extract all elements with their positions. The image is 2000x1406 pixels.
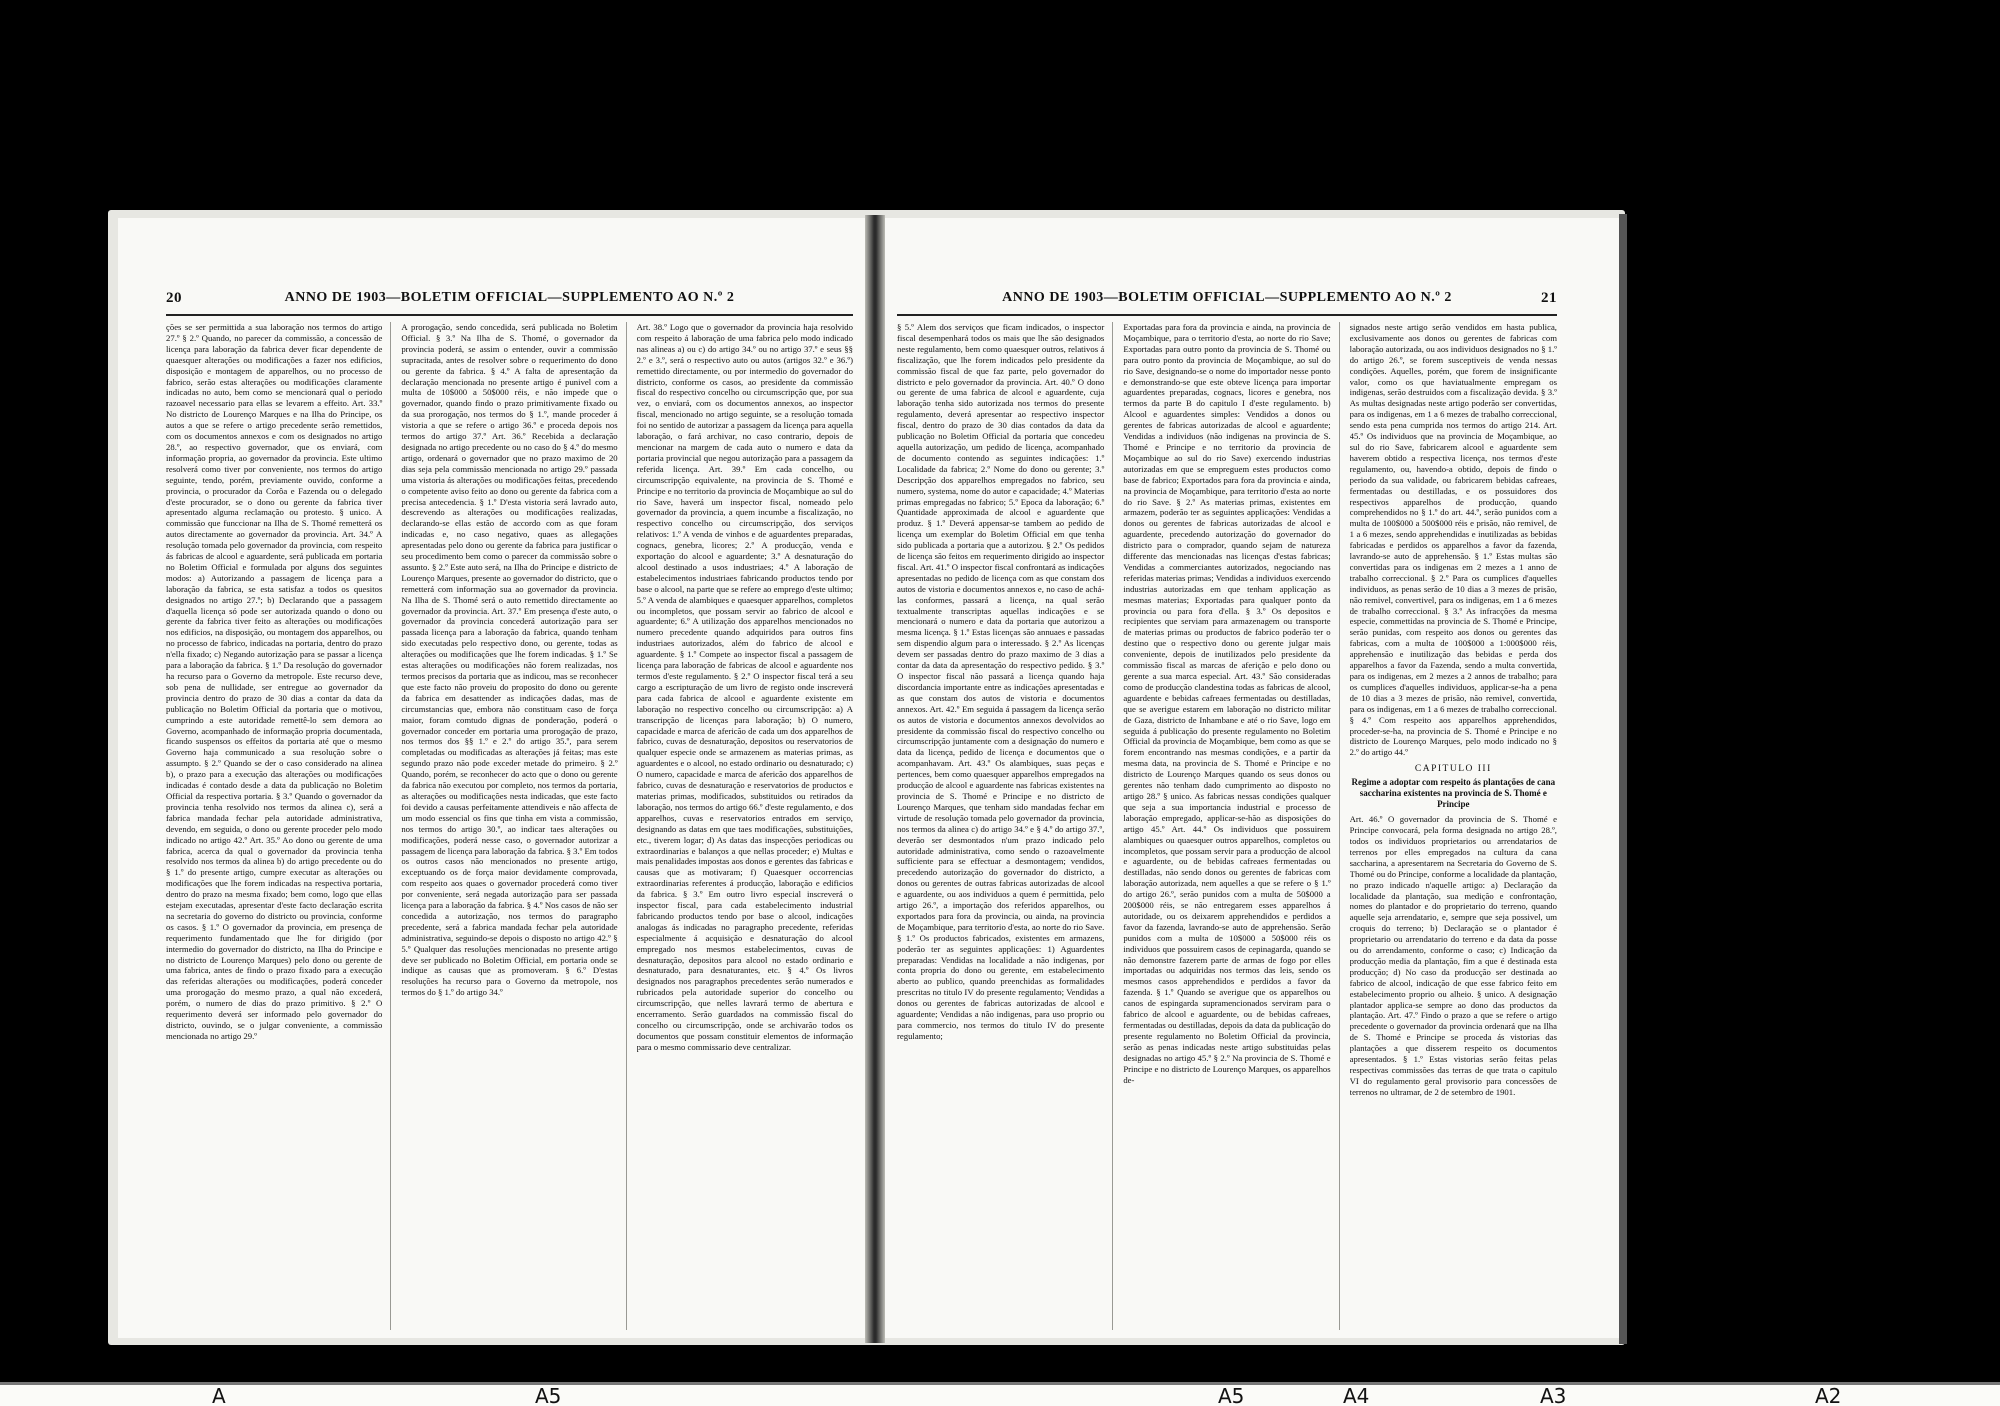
page-edge-shadow	[1619, 214, 1627, 1344]
strip-mark: A4	[1343, 1384, 1370, 1406]
column-text: § 5.º Alem dos serviços que ficam indicados, o inspector fiscal desempenhará todos os mais que lhe são designados neste regulamento, bem como quaesquer outros, relativos á fiscalização, que lhe forem indicados pelo presidente da commissão fiscal de que faz parte, pelo governador do districto e pelo governador da provincia. Art. 40.º O dono ou gerente de uma fabrica de alcool e aguardente, cuja laboração tenha sido autorizada nos termos do presente regulamento, deverá apresentar ao respectivo inspector fiscal, dentro do prazo de 30 dias contados da data da publicação no Boletim Official da portaria que concedeu aquella autorização, um pedido de licença, acompanhado de documento contendo as seguintes indicações: 1.º Localidade da fabrica; 2.º Nome do dono ou gerente; 3.º Descripção dos apparelhos empregados no fabrico, seu numero, systema, nome do autor e capacidade; 4.º Materias primas empregadas no fabrico; 5.º Epoca da laboração; 6.º Quantidade approximada de alcool e aguardente que produz. § 1.º Deverá appensar-se tambem ao pedido de licença um exemplar do Boletim Official em que tenha sido publicada a portaria que a autorizou. § 2.º Os pedidos de licença são feitos em requerimento dirigido ao inspector fiscal. Art. 41.º O inspector fiscal confrontará as indicações apresentadas no pedido de licença com as que constam dos autos de vistoria e documentos annexos e, no caso de achá-las conformes, passará a licença, na qual serão textualmente transcriptas aquellas indicações e se mencionará o numero e data da portaria que autorizou a mesma licença. § 1.º Estas licenças são annuaes e passadas sem dispendio algum para o interessado. § 2.º As licenças devem ser passadas dentro do prazo maximo de 3 dias a contar da data da apresentação do respectivo pedido. § 3.º O inspector fiscal não passará a licença quando haja discordancia importante entre as indicações apresentadas e as que constam dos autos de vistoria e documentos annexos. Art. 42.º Em seguida á passagem da licença serão os autos de vistoria e documentos annexos devolvidos ao presidente da commissão fiscal do respectivo concelho ou circumscripção juntamente com a designação do numero e data da licença, pedido de licença e documentos que o acompanhavam. Art. 43.º Os alambiques, suas peças e pertences, bem como quaesquer apparelhos empregados na producção de alcool e aguardente nas fabricas existentes na provincia de S. Thomé e Principe e no districto de Lourenço Marques, que tenham sido mandadas fechar em virtude de resolução tomada pelo governador da provincia, nos termos da alinea c) do artigo 34.º e § 4.º do artigo 37.º, deverão ser desmontados n'um prazo indicado pelo autoridade administrativa, como sendo o razoavelmente sufficiente para se effectuar a desmontagem; vendidos, precedendo autorização do governador do districto, a donos ou gerentes de outras fabricas autorizadas de alcool e aguardente, ou aos individuos a quem é permittida, pelo artigo 26.º, a importação dos referidos apparelhos, ou exportados para fora da provincia, ou ainda, na provincia de Moçambique, para territorio d'esta, ao norte do rio Save. § 1.º Os productos fabricados, existentes em armazens, poderão ter as seguintes applicações: 1) Aguardentes preparadas: Vendidas na localidade a não indigenas, por conta propria do dono ou gerente, em estabelecimento aberto ao publico, quando preenchidas as formalidades prescritas no titulo IV do presente regulamento; Vendidas a donos ou gerentes de fabricas autorizadas de alcool e aguardente; Vendidas a não indigenas, para uso proprio ou para commercio, nos termos do titulo IV do presente regulamento;	[897, 322, 1105, 1041]
column-text: signados neste artigo serão vendidos em hasta publica, exclusivamente aos donos ou gerentes de fabricas com laboração autorizada, ou aos individuos designados no § 1.º do artigo 26.º, se forem susceptiveis de venda nessas condições. Aquelles, porém, que forem de insignificante valor, como os que haviatualmente empregam os indigenas, serão destruidos com a fiscalização devida. § 3.º As multas designadas neste artigo poderão ser convertidas, para os indigenas, em 1 a 6 mezes de trabalho correccional, sendo esta pena cumprida nos termos do artigo 214. Art. 45.º Os individuos que na provincia de Moçambique, ao sul do rio Save, fabricarem alcool e aguardente sem haverem obtido a respectiva licença, nos termos d'este regulamento, ou, havendo-a obtido, depois de findo o periodo da sua validade, ou fabricarem bebidas cafreaes, fermentadas ou destilladas, e os possuidores dos respectivos apparelhos de producção, quando comprehendidos no § 1.º do art. 44.º, serão punidos com a multa de 100$000 a 500$000 réis e prisão, não remivel, de 1 a 6 mezes, sendo apprehendidas e inutilizadas as bebidas fabricadas e perdidos os apparelhos a favor da fazenda, lavrando-se auto de apprehensão. § 1.º Estas multas são convertidas para os indigenas em 2 mezes a 1 anno de trabalho correccional. § 2.º Para os cumplices d'aquelles individuos, as penas serão de 10 dias a 3 mezes de prisão, não remivel, convertivel, para os indigenas, em 1 a 6 mezes de trabalho correccional. § 3.º As infracções da mesma especie, commettidas na provincia de S. Thomé e Principe, serão punidas, com respeito aos donos ou gerentes das fabricas, com a multa de 100$000 a 1:000$000 réis, apprehensão e inutilização das bebidas e perda dos apparelhos a favor da Fazenda, sendo a multa convertida, para os indigenas, em 2 mezes a 2 annos de trabalho; para os cumplices d'aquelles individuos, applicar-se-ha a pena de 10 dias a 3 mezes de prisão, não remivel, convertida, para os indigenas, em 1 a 6 mezes de trabalho correccional. § 4.º Com respeito aos apparelhos apprehendidos, proceder-se-ha, na provincia de S. Thomé e Principe e no districto de Lourenço Marques, pelo modo indicado no § 2.º do artigo 44.º	[1349, 322, 1557, 758]
left-column-3	[637, 322, 853, 1330]
column-text: Art. 46.º O governador da provincia de S. Thomé e Principe convocará, pela forma designada no artigo 28.º, todos os individuos proprietarios ou arrendatarios de terrenos por elles empregados na cultura da cana saccharina, a apresentarem na Secretaria do Governo de S. Thomé ou do Principe, conforme a localidade da plantação, no prazo indicado n'aquelle artigo: a) Declaração da localidade da plantação, sua medição e confrontação, nomes do plantador e do proprietario do terreno, quando aquelle seja arrendatario, e, sempre que seja possivel, um croquis do terreno; b) Declaração se o plantador é proprietario ou arrendatario do terreno e da data da posse ou do arrendamento, conforme o caso; c) Indicação da producção media da plantação, fim a que é destinada esta producção; d) No caso da producção ser destinada ao fabrico de alcool, indicação de que esse fabrico feito em estabelecimento proprio ou alheio. § unico. A designação plantador applica-se sempre ao dono das productos da plantação. Art. 47.º Findo o prazo a que se refere o artigo precedente o governador da provincia ordenará que na Ilha de S. Thomé e Principe se proceda ás vistorias das plantações a que disserem respeito os documentos apresentados. § 1.º Estas vistorias serão feitas pelas respectivas commissões das terras de que trata o capitulo VI do regulamento geral provisorio para concessões de terrenos no ultramar, de 2 de setembro de 1901.	[1349, 814, 1557, 1097]
right-column-3	[1350, 322, 1557, 1330]
left-page-number: 20	[166, 290, 182, 306]
left-header-rule	[166, 314, 853, 316]
column-text: Exportadas para fora da provincia e ainda, na provincia de Moçambique, para o territorio d'esta, ao norte do rio Save; Exportadas para outro ponto da provincia de S. Thomé ou para outro ponto da provincia de Moçambique, ao sul do rio Save, designando-se o nome do importador nesse ponto e demonstrando-se que este obteve licença para importar aguardentes preparadas, cognacs, licores e genebra, nos termos da parte B do capitulo I d'este regulamento. b) Alcool e aguardentes simples: Vendidos a donos ou gerentes de fabricas autorizadas de alcool e aguardente; Vendidas a individuos (não indigenas na provincia de S. Thomé e Principe e no territorio da provincia de Moçambique ao sul do rio Save) exercendo industrias autorizadas em que se empreguem estes productos como base de fabrico; Exportados para fora da provincia e ainda, na provincia de Moçambique, para territorio d'esta ao norte do rio Save. § 2.º As materias primas, existentes em armazem, poderão ter as seguintes applicações: Vendidas a donos ou gerentes de fabricas autorizadas de alcool e aguardente, precedendo autorização do governador do districto para o comprador, quando sejam de natureza differente das mencionadas nas licenças d'estas fabricas; Vendidas a commerciantes autorizados, negociando nas referidas materias primas; Vendidas a individuos exercendo industrias autorizadas em que tenham applicação as mesmas materias; Exportadas para qualquer ponto da provincia ou para fora d'ella. § 3.º Os depositos e recipientes que serviam para armazenagem ou transporte de materias primas ou productos de fabrico poderão ter o destino que o respectivo dono ou gerente julgar mais conveniente, depois de inutilizados pelo presidente da commissão fiscal as marcas de aferição e pelo dono ou gerente a sua marca especial. Art. 43.º São consideradas como de producção clandestina todas as fabricas de alcool, aguardente e bebidas cafreaes fermentadas ou destilladas, que se averigue estarem em laboração no districto militar de Gaza, districto de Inhambane e até o rio Save, logo em seguida á publicação do presente regulamento no Boletim Official da provincia de Moçambique, bem como as que se forem encontrando nas mesmas condições, e a partir da mesma data, na provincia de S. Thomé e Principe e no districto de Lourenço Marques quando os seus donos ou gerentes não tenham dado cumprimento ao disposto no artigo 28.º § unico. As fabricas nessas condições qualquer que seja a sua importancia industrial e processo de laboração empregado, applicar-se-hão as disposições do artigo 45.º Art. 44.º Os individuos que possuirem alambiques ou quaesquer outros apparelhos, completos ou incompletos, que possam servir para a producção de alcool e aguardente, ou de bebidas cafreaes fermentadas ou destilladas, não sendo donos ou gerentes de fabricas com laboração autorizada, nem aquelles a que se refere o § 1.º do artigo 26.º, serão punidos com a multa de 50$000 a 200$000 réis, se não entregarem esses apparelhos á autoridade, ou os deixarem apprehendidos e perdidos a favor da fazenda, lavrando-se auto de apprehensão. Serão punidos com a multa de 10$000 a 50$000 réis os individuos que possuirem casos de cepinagarda, quando se não demonstre fazerem parte de armas de fogo por elles importadas ou adquiridas nos termos das leis, sendo os mesmos casos apprehendidos e perdidos a favor da fazenda. § 1.º Quando se averigue que os apparelhos ou canos de espingarda supramencionados serviram para o fabrico de alcool e aguardente, ou de bebidas cafreaes, fermentadas ou destilladas, depois da data da publicação do presente regulamento no Boletim Official da provincia, serão as penas indicadas neste artigo substituidas pelas designadas no artigo 45.º § 2.º Na provincia de S. Thomé e Principe e no districto de Lourenço Marques, os apparelhos de-	[1123, 322, 1331, 1085]
right-header-rule	[897, 314, 1557, 316]
strip-mark: A	[212, 1384, 226, 1406]
left-columns	[166, 322, 853, 1330]
film-strip	[0, 1382, 2000, 1406]
strip-mark: A2	[1815, 1384, 1842, 1406]
column-text: Art. 38.º Logo que o governador da provincia haja resolvido com respeito á laboração de uma fabrica pelo modo indicado nas alineas a) ou c) do artigo 34.º ou no artigo 37.º e seus §§ 2.º e 3.º, será o respectivo auto ou autos (artigos 32.º e 36.º) remettido directamente, ou por intermedio do governador do districto, conforme os casos, ao presidente da commissão fiscal do respectivo concelho ou circumscripção que, por sua vez, o enviará, com os documentos annexos, ao inspector fiscal, mencionado no artigo seguinte, se a resolução tomada foi no sentido de autorizar a passagem da licença para aquella laboração, o fará archivar, no caso contrario, depois de mencionar na margem de cada auto o numero e data da portaria provincial que negou autorização para a passagem da referida licença. Art. 39.º Em cada concelho, ou circumscripção equivalente, na provincia de S. Thomé e Principe e no territorio da provincia de Moçambique ao sul do rio Save, haverá um inspector fiscal, nomeado pelo governador da provincia, a quem incumbe a fiscalização, no respectivo concelho ou circumscripção, dos serviços relativos: 1.º A venda de vinhos e de aguardentes preparadas, cognacs, genebra, licores; 2.º A producção, venda e exportação do alcool e aguardente; 3.º A desnaturação do alcool destinado a usos industriaes; 4.º A laboração de estabelecimentos industriaes fabricando productos tendo por base o alcool, na parte que se refere ao emprego d'este ultimo; 5.º A venda de alambiques e quaesquer apparelhos, completos ou incompletos, que possam servir ao fabrico de alcool e aguardente; 6.º A utilização dos apparelhos mencionados no numero precedente quando adquiridos para outros fins industriaes autorizados, além do fabrico de alcool e aguardente. § 1.º Compete ao inspector fiscal a passagem de licença para laboração de fabricas de alcool e aguardente nos termos d'este regulamento. § 2.º O inspector fiscal terá a seu cargo a escripturação de um livro de registo onde inscreverá para cada fabrica de alcool e aguardente existente em laboração no respectivo concelho ou circumscripção: a) A transcripção de licenças para laboração; b) O numero, capacidade e marca de afericão de cada um dos apparelhos de fabrico, cuvas de desnaturação, depositos ou reservatorios de qualquer especie onde se armazenem as materias primas, as aguardentes e o alcool, no estado ordinario ou desnaturado; c) O numero, capacidade e marca de afericão dos apparelhos de fabrico, cuvas de desnaturação e reservatorios de productos e materias primas, modificados, substituidos ou retirados da laboração, nos termos do artigo 66.º d'este regulamento, e dos apparelhos, cuvas e reservatorios entrados em serviço, designando as datas em que taes modificações, substituições, etc., tiverem logar; d) As datas das inspecções periodicas ou extraordinarias e balanços a que nellas proceder; e) Multas e mais penalidades impostas aos donos e gerentes das fabricas e causas que as motivaram; f) Quaesquer occorrencias extraordinarias referentes á producção, laboração e edificios da fabrica. § 3.º Em outro livro especial inscreverá o inspector fiscal, para cada estabelecimento industrial fabricando productos tendo por base o alcool, indicações analogas ás indicadas no paragrapho precedente, referidas especialmente á acquisição e desnaturação do alcool empregado nos mesmos estabelecimentos, cuvas de desnaturação, depositos para alcool no estado ordinario e desnaturado, para desnaturantes, etc. § 4.º Os livros designados nos paragraphos precedentes serão numerados e rubricados pela autoridade superior do concelho ou circumscripção, que nelles lavrará termo de abertura e encerramento. Serão guardados na commissão fiscal do concelho ou circumscripção, onde se archivarão todos os documentos que possam constituir elementos de informação para o mesmo commissario deve centralizar.	[636, 322, 853, 1052]
right-page-number: 21	[1541, 290, 1557, 306]
left-column-1	[166, 322, 391, 1330]
binding-gutter	[865, 215, 885, 1343]
column-text: ções se ser permittida a sua laboração nos termos do artigo 27.º § 2.º Quando, no parecer da commissão, a concessão de licença para laboração da fabrica dever ficar dependente de quaesquer alterações ou modificações a fazer nos edificios, disposição e montagem de apparelhos, ou no processo de fabrico, serão estas alterações ou modificações claramente indicadas no auto, bem como se mencionará qual o periodo razoavel necessario para ellas se levarem a effeito. Art. 33.º No districto de Lourenço Marques e na Ilha do Principe, os autos a que se refere o artigo precedente serão remettidos, com os documentos annexos e com os designados no artigo 28.º, ao respectivo governador, que os enviará, com informação propria, ao governador da provincia. Este ultimo resolverá como tiver por conveniente, nos termos do artigo seguinte, tendo, porém, previamente ouvido, conforme a provincia, o procurador da Corôa e Fazenda ou o delegado d'este procurador, se o dono ou gerente da fabrica tiver apresentado alguma reclamação ou protesto. § unico. A commissão que funccionar na Ilha de S. Thomé remetterá os autos directamente ao governador da provincia. Art. 34.º A resolução tomada pelo governador da provincia, com respeito ás fabricas de alcool e aguardente, será publicada em portaria no Boletim Official e formulada por alguns dos seguintes modos: a) Autorizando a passagem de licença para a laboração da fabrica, se esta satisfaz a todos os quesitos designados no artigo 27.º; b) Declarando que a passagem d'aquella licença só pode ser autorizada quando o dono ou gerente da fabrica tiver feito as alterações ou modificações nos edificios, na disposição, ou montagem dos apparelhos, ou no processo de fabrico, indicadas na portaria, dentro do prazo n'ella fixado; c) Negando autorização para se passar a licença para a laboração da fabrica. § 1.º Da resolução do governador ha recurso para o Governo da metropole. Este recurso deve, sob pena de nullidade, ser entregue ao governador da provincia dentro do prazo de 30 dias a contar da data da publicação no Boletim Official da portaria que o motivou, cumprindo a este autoridade remettê-lo sem demora ao Governo, acompanhado de informação propria documentada, ficando suspensos os effeitos da portaria até que o mesmo Governo haja communicado a sua resolução sobre o assumpto. § 2.º Quando se der o caso considerado na alinea b), o prazo para a execução das alterações ou modificações indicadas é contado desde a data da publicação no Boletim Official da respectiva portaria. § 3.º Quando o governador da provincia tenha resolvido nos termos da alinea c), será a fabrica mandada fechar pela autoridade administrativa, devendo, em seguida, o dono ou gerente proceder pelo modo indicado no artigo 42.º Art. 35.º Ao dono ou gerente de uma fabrica, acerca da qual o governador da provincia tenha resolvido nos termos da alinea b) do artigo precedente ou do § 1.º do presente artigo, cumpre executar as alterações ou modificações que lhe forem indicadas na respectiva portaria, dentro do prazo na mesma fixado; bem como, logo que ellas estejam executadas, apresentar d'este facto declaração escrita na secretaria do governo do districto ou provincia, conforme os casos. § 1.º O governador da provincia, em presença de requerimento fundamentado que lhe for dirigido (por intermedio do governador do districto, na Ilha do Principe e no districto de Lourenço Marques) pelo dono ou gerente de uma fabrica, antes de findo o prazo fixado para a execução das referidas alterações ou modificações, poderá conceder uma prorogação do mesmo prazo, a qual não excederá, porém, o numero de dias do prazo primitivo. § 2.º O requerimento deverá ser informado pelo governador do districto, ouvindo, se o julgar conveniente, a commissão mencionada no artigo 29.º	[166, 322, 383, 1041]
right-running-head	[897, 290, 1557, 312]
chapter-subtitle: Regime a adoptar com respeito ás plantações de cana saccharina existentes na provincia de S. Thomé e Principe	[1351, 777, 1556, 810]
right-header-title: ANNO DE 1903—BOLETIM OFFICIAL—SUPPLEMENTO AO N.º 2	[1002, 290, 1452, 305]
right-page	[885, 218, 1619, 1338]
left-header-title: ANNO DE 1903—BOLETIM OFFICIAL—SUPPLEMENTO AO N.º 2	[284, 290, 735, 305]
left-running-head	[166, 290, 853, 312]
chapter-heading: CAPITULO III	[1414, 764, 1492, 775]
right-columns	[897, 322, 1557, 1330]
strip-mark: A5	[535, 1384, 562, 1406]
strip-mark: A3	[1540, 1384, 1567, 1406]
left-page	[118, 218, 865, 1338]
right-column-1	[897, 322, 1113, 1330]
left-column-2	[401, 322, 626, 1330]
strip-mark: A5	[1218, 1384, 1245, 1406]
column-text: A prorogação, sendo concedida, será publicada no Boletim Official. § 3.º Na Ilha de S. Thomé, o governador da provincia poderá, se assim o entender, ouvir a commissão supracitada, antes de resolver sobre o requerimento do dono ou gerente da fabrica. § 4.º A falta de apresentação da declaração mencionada no presente artigo é punivel com a multa de 10$000 a 50$000 réis, e não impede que o governador, quando findo o prazo primitivamente fixado ou da sua prorogação, nos termos do § 1.º, mande proceder á vistoria a que se refere o artigo 36.º e proceda depois nos termos do artigo 37.º Art. 36.º Recebida a declaração designada no artigo precedente ou no caso do § 4.º do mesmo artigo, ordenará o governador que no prazo maximo de 20 dias seja pela commissão mencionada no artigo 29.º passada uma vistoria ás alterações ou modificações feitas, precedendo o competente aviso feito ao dono ou gerente da fabrica com a precisa antecedencia. § 1.º D'esta vistoria será lavrado auto, descrevendo as alterações ou modificações realizadas, declarando-se ellas estão de accordo com as que foram indicadas e, no caso negativo, quaes as allegações apresentadas pelo dono ou gerente da fabrica para justificar o seu procedimento bem como o parecer da commissão sobre o assunto. § 2.º Este auto será, na Ilha do Principe e districto de Lourenço Marques, presente ao governador do districto, que o remetterá com informação sua ao governador da provincia. Na Ilha de S. Thomé será o auto remettido directamente ao governador da provincia. Art. 37.º Em presença d'este auto, o governador da provincia concederá autorização para ser passada licença para a laboração da fabrica, quando tenham sido executadas pelo respectivo dono, ou gerente, todas as alterações ou modificações que lhe forem indicadas. § 1.º Se estas alterações ou modificações não forem realizadas, nos termos precisos da portaria que as indicou, mas se reconhecer que este facto não proveiu do proposito do dono ou gerente da fabrica em desattender as indicações dadas, mas de circumstancias que, embora não constituam caso de força maior, foram comtudo dignas de ponderação, poderá o governador conceder em portaria uma prorogação de prazo, nos termos dos §§ 1.º e 2.º do artigo 35.º, para serem completadas ou modificadas as alterações já feitas; mas este segundo prazo não pode exceder metade do primeiro. § 2.º Quando, porém, se reconhecer do acto que o dono ou gerente da fabrica não executou por completo, nos termos da portaria, as alterações ou modificações nesta indicadas, que este facto foi devido a causas perfeitamente attendiveis e não affecta de um modo essencial os fins que tinha em vista a commissão, nos termos do artigo 30.º, ao indicar taes alterações ou modificações, poderá nesse caso, o governador autorizar a passagem de licença para laboração da fabrica. § 3.º Em todos os outros casos não mencionados no presente artigo, exceptuando os de força maior devidamente comprovada, com respeito aos quaes o governador procederá como tiver por conveniente, será negada autorização para ser passada licença para a laboração da fabrica. § 4.º Nos casos de não ser concedida a autorização, nos termos do paragrapho precedente, será a fabrica mandada fechar pela autoridade administrativa, seguindo-se depois o disposto no artigo 42.º § 5.º Qualquer das resoluções mencionadas no presente artigo deve ser publicado no Boletim Official, em portaria onde se indique as causas que as promoveram. § 6.º D'estas resoluções ha recurso para o Governo da metropole, nos termos do § 1.º do artigo 34.º	[401, 322, 618, 998]
right-column-2	[1123, 322, 1339, 1330]
